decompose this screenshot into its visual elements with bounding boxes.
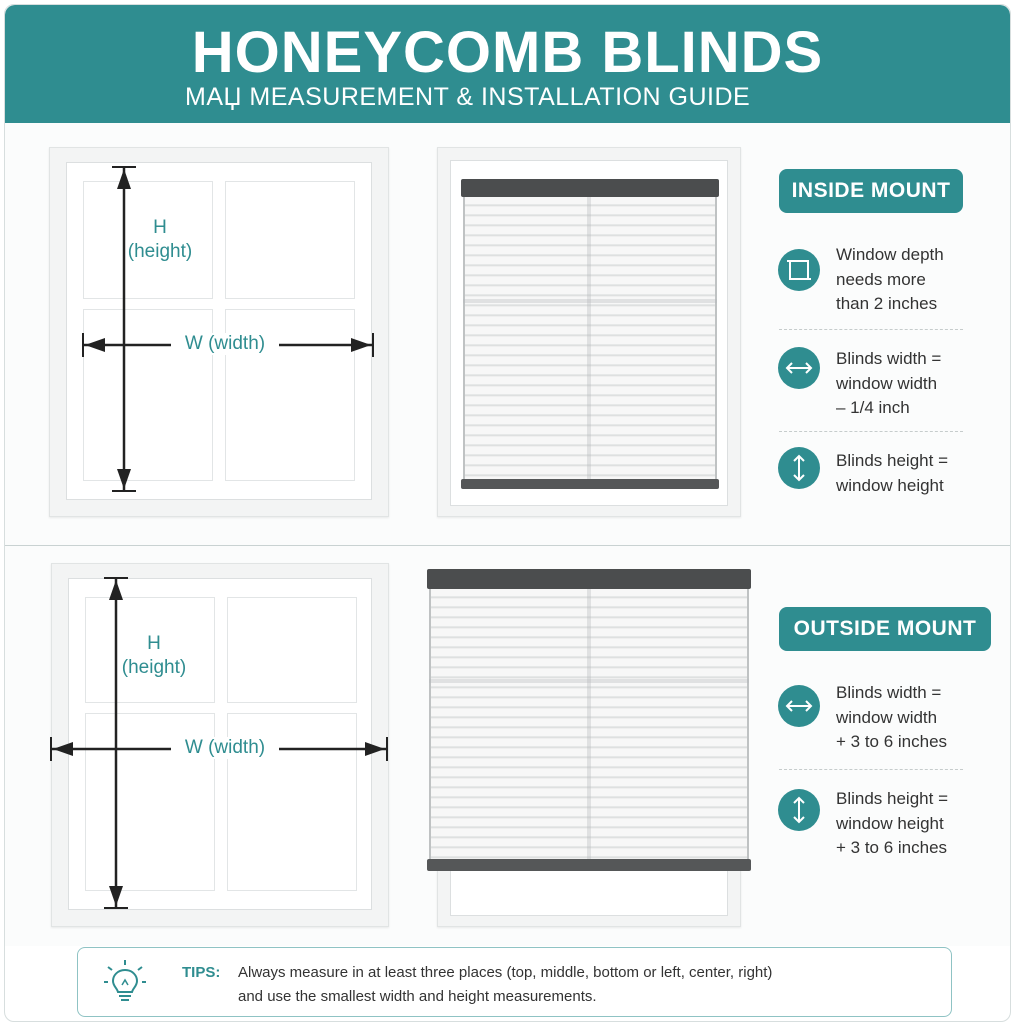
tips-line-1: Always measure in at least three places (top, middle, bottom or left, center, right) <box>238 964 773 981</box>
inside-feature-width: Blinds width = window width – 1/4 inch <box>836 349 942 417</box>
page-subtitle: MAЏ MEASUREMENT & INSTALLATION GUIDE <box>185 83 751 111</box>
outside-feature-height: Blinds height = window height + 3 to 6 inches <box>836 789 948 857</box>
inside-feature-depth: Window depth needs more than 2 inches <box>836 245 944 313</box>
horizontal-arrows-icon <box>778 685 820 727</box>
inside-blind <box>461 179 719 491</box>
outside-feature-width: Blinds width = window width + 3 to 6 inches <box>836 683 948 751</box>
page-title: HONEYCOMB BLINDS <box>191 20 824 85</box>
vertical-arrows-icon <box>778 789 820 831</box>
inside-width-label: W (width) <box>171 333 279 355</box>
inside-feature-height: Blinds height = window height <box>836 451 948 495</box>
outside-width-label: W (width) <box>171 737 279 759</box>
horizontal-arrows-icon <box>778 347 820 389</box>
inside-height-label: (height) <box>127 241 193 262</box>
outside-h-label: H <box>147 633 161 654</box>
outside-mount-badge: OUTSIDE MOUNT <box>779 607 991 651</box>
lightbulb-icon <box>102 958 148 1006</box>
guide-frame <box>4 4 1011 1022</box>
square-frame-icon <box>778 249 820 291</box>
feature-separator <box>779 431 963 432</box>
feature-separator <box>779 769 963 770</box>
vertical-arrows-icon <box>778 447 820 489</box>
outside-height-label: (height) <box>121 657 187 678</box>
tips-label: TIPS: <box>182 964 221 981</box>
tips-line-2: and use the smallest width and height measurements. <box>238 988 597 1005</box>
outside-blind <box>427 569 751 873</box>
tips-box <box>77 947 952 1017</box>
feature-separator <box>779 329 963 330</box>
inside-h-label: H <box>153 217 167 238</box>
inside-mount-badge: INSIDE MOUNT <box>779 169 963 213</box>
